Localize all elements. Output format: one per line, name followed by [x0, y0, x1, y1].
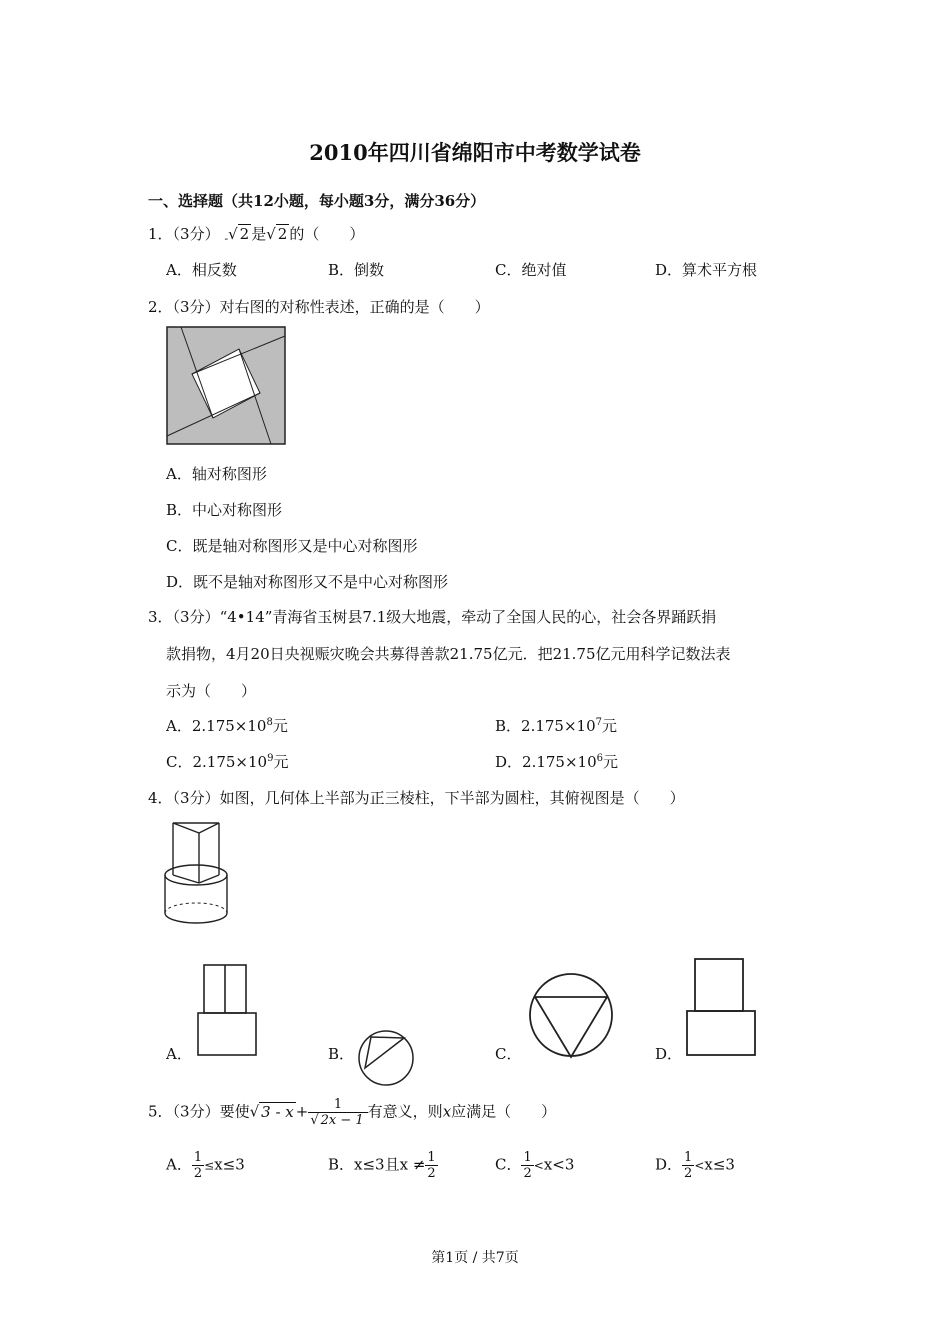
question-3-line2: 款捐物，4月20日央视赈灾晚会共募得善款21.75亿元．把21.75亿元用科学记数法表 — [166, 645, 731, 663]
q3-option-a[interactable]: A．$2.175\times 10^8$元 — [166, 717, 288, 735]
paper-title: 2010年四川省绵阳市中考数学试卷 — [309, 140, 641, 165]
question-5-stem — [148, 1097, 556, 1128]
q5-option-c[interactable]: C． $\frac{1}{2}$ <x<3 — [495, 1150, 575, 1181]
q3-option-b[interactable]: B．$2.175\times 10^7$元 — [495, 717, 618, 735]
q4-option-a-figure[interactable] — [196, 963, 260, 1059]
page-footer: 第1页 / 共7页 — [431, 1250, 519, 1266]
q1-sqrt-b: √ 2 — [266, 225, 288, 243]
q1-minus: - — [224, 232, 229, 245]
q1-option-a[interactable]: A．相反数 — [166, 261, 237, 279]
q5-post: 有意义，则 — [367, 1102, 443, 1121]
q1-tail: 的（ ） — [289, 225, 365, 243]
section-heading: 一、选择题（共12小题，每小题3分，满分36分） — [148, 192, 486, 210]
q1-option-c[interactable]: C．绝对值 — [495, 261, 567, 279]
q5-pre: 5．（3分）要使 — [148, 1102, 250, 1121]
q1-score: （3分） — [172, 225, 220, 243]
question-2-stem: 2．（3分）对右图的对称性表述，正确的是（ ） — [148, 298, 490, 316]
q4-option-c-label[interactable]: C． — [495, 1045, 522, 1063]
q5-option-b[interactable]: B．x≤3且x ≠ $\frac{1}{2}$ — [328, 1150, 436, 1181]
q5-post2: 应满足（ ） — [451, 1102, 557, 1121]
q3-option-c[interactable]: C．$2.175\times 10^9$元 — [166, 753, 289, 771]
q2-figure — [166, 326, 286, 446]
q1-number: 1． — [148, 225, 173, 243]
q4-option-b-figure[interactable] — [357, 1027, 417, 1089]
q3-option-d[interactable]: D．$2.175\times 10^6$元 — [495, 753, 619, 771]
q2-option-a[interactable]: A．轴对称图形 — [166, 465, 267, 483]
q1-sqrt-a: √ 2 — [228, 225, 250, 243]
question-1-stem — [148, 223, 364, 245]
q1-shi: 是 — [251, 225, 267, 243]
q5-var-x: x — [442, 1102, 452, 1121]
q2-option-c[interactable]: C．既是轴对称图形又是中心对称图形 — [166, 537, 418, 555]
question-3-line3: 示为（ ） — [166, 682, 257, 700]
q4-option-d-label[interactable]: D． — [655, 1045, 683, 1063]
q4-option-d-figure[interactable] — [685, 957, 759, 1059]
q2-option-b[interactable]: B．中心对称图形 — [166, 501, 283, 519]
question-3-line1: 3．（3分）“4•14”青海省玉树县7.1级大地震，牵动了全国人民的心，社会各界踊跃捐 — [148, 608, 717, 626]
q1-option-d[interactable]: D．算术平方根 — [655, 261, 758, 279]
q4-option-b-label[interactable]: B． — [328, 1045, 355, 1063]
q5-option-a[interactable]: A． $\frac{1}{2}$ ≤x≤3 — [166, 1150, 245, 1181]
q1-option-b[interactable]: B．倒数 — [328, 261, 385, 279]
q5-plus: + — [295, 1102, 309, 1121]
question-4-stem: 4．（3分）如图，几何体上半部为正三棱柱，下半部为圆柱，其俯视图是（ ） — [148, 789, 685, 807]
q5-option-d[interactable]: D． $\frac{1}{2}$ <x≤3 — [655, 1150, 735, 1181]
q2-option-d[interactable]: D．既不是轴对称图形又不是中心对称图形 — [166, 573, 449, 591]
q4-option-c-figure[interactable] — [528, 970, 614, 1060]
q5-sqrt: √ 3 - x — [249, 1102, 294, 1121]
q4-solid-figure — [163, 817, 235, 925]
q5-fraction: $\frac{1}{√ 2x - 1}$ — [308, 1097, 367, 1128]
q4-option-a-label[interactable]: A． — [166, 1045, 192, 1063]
